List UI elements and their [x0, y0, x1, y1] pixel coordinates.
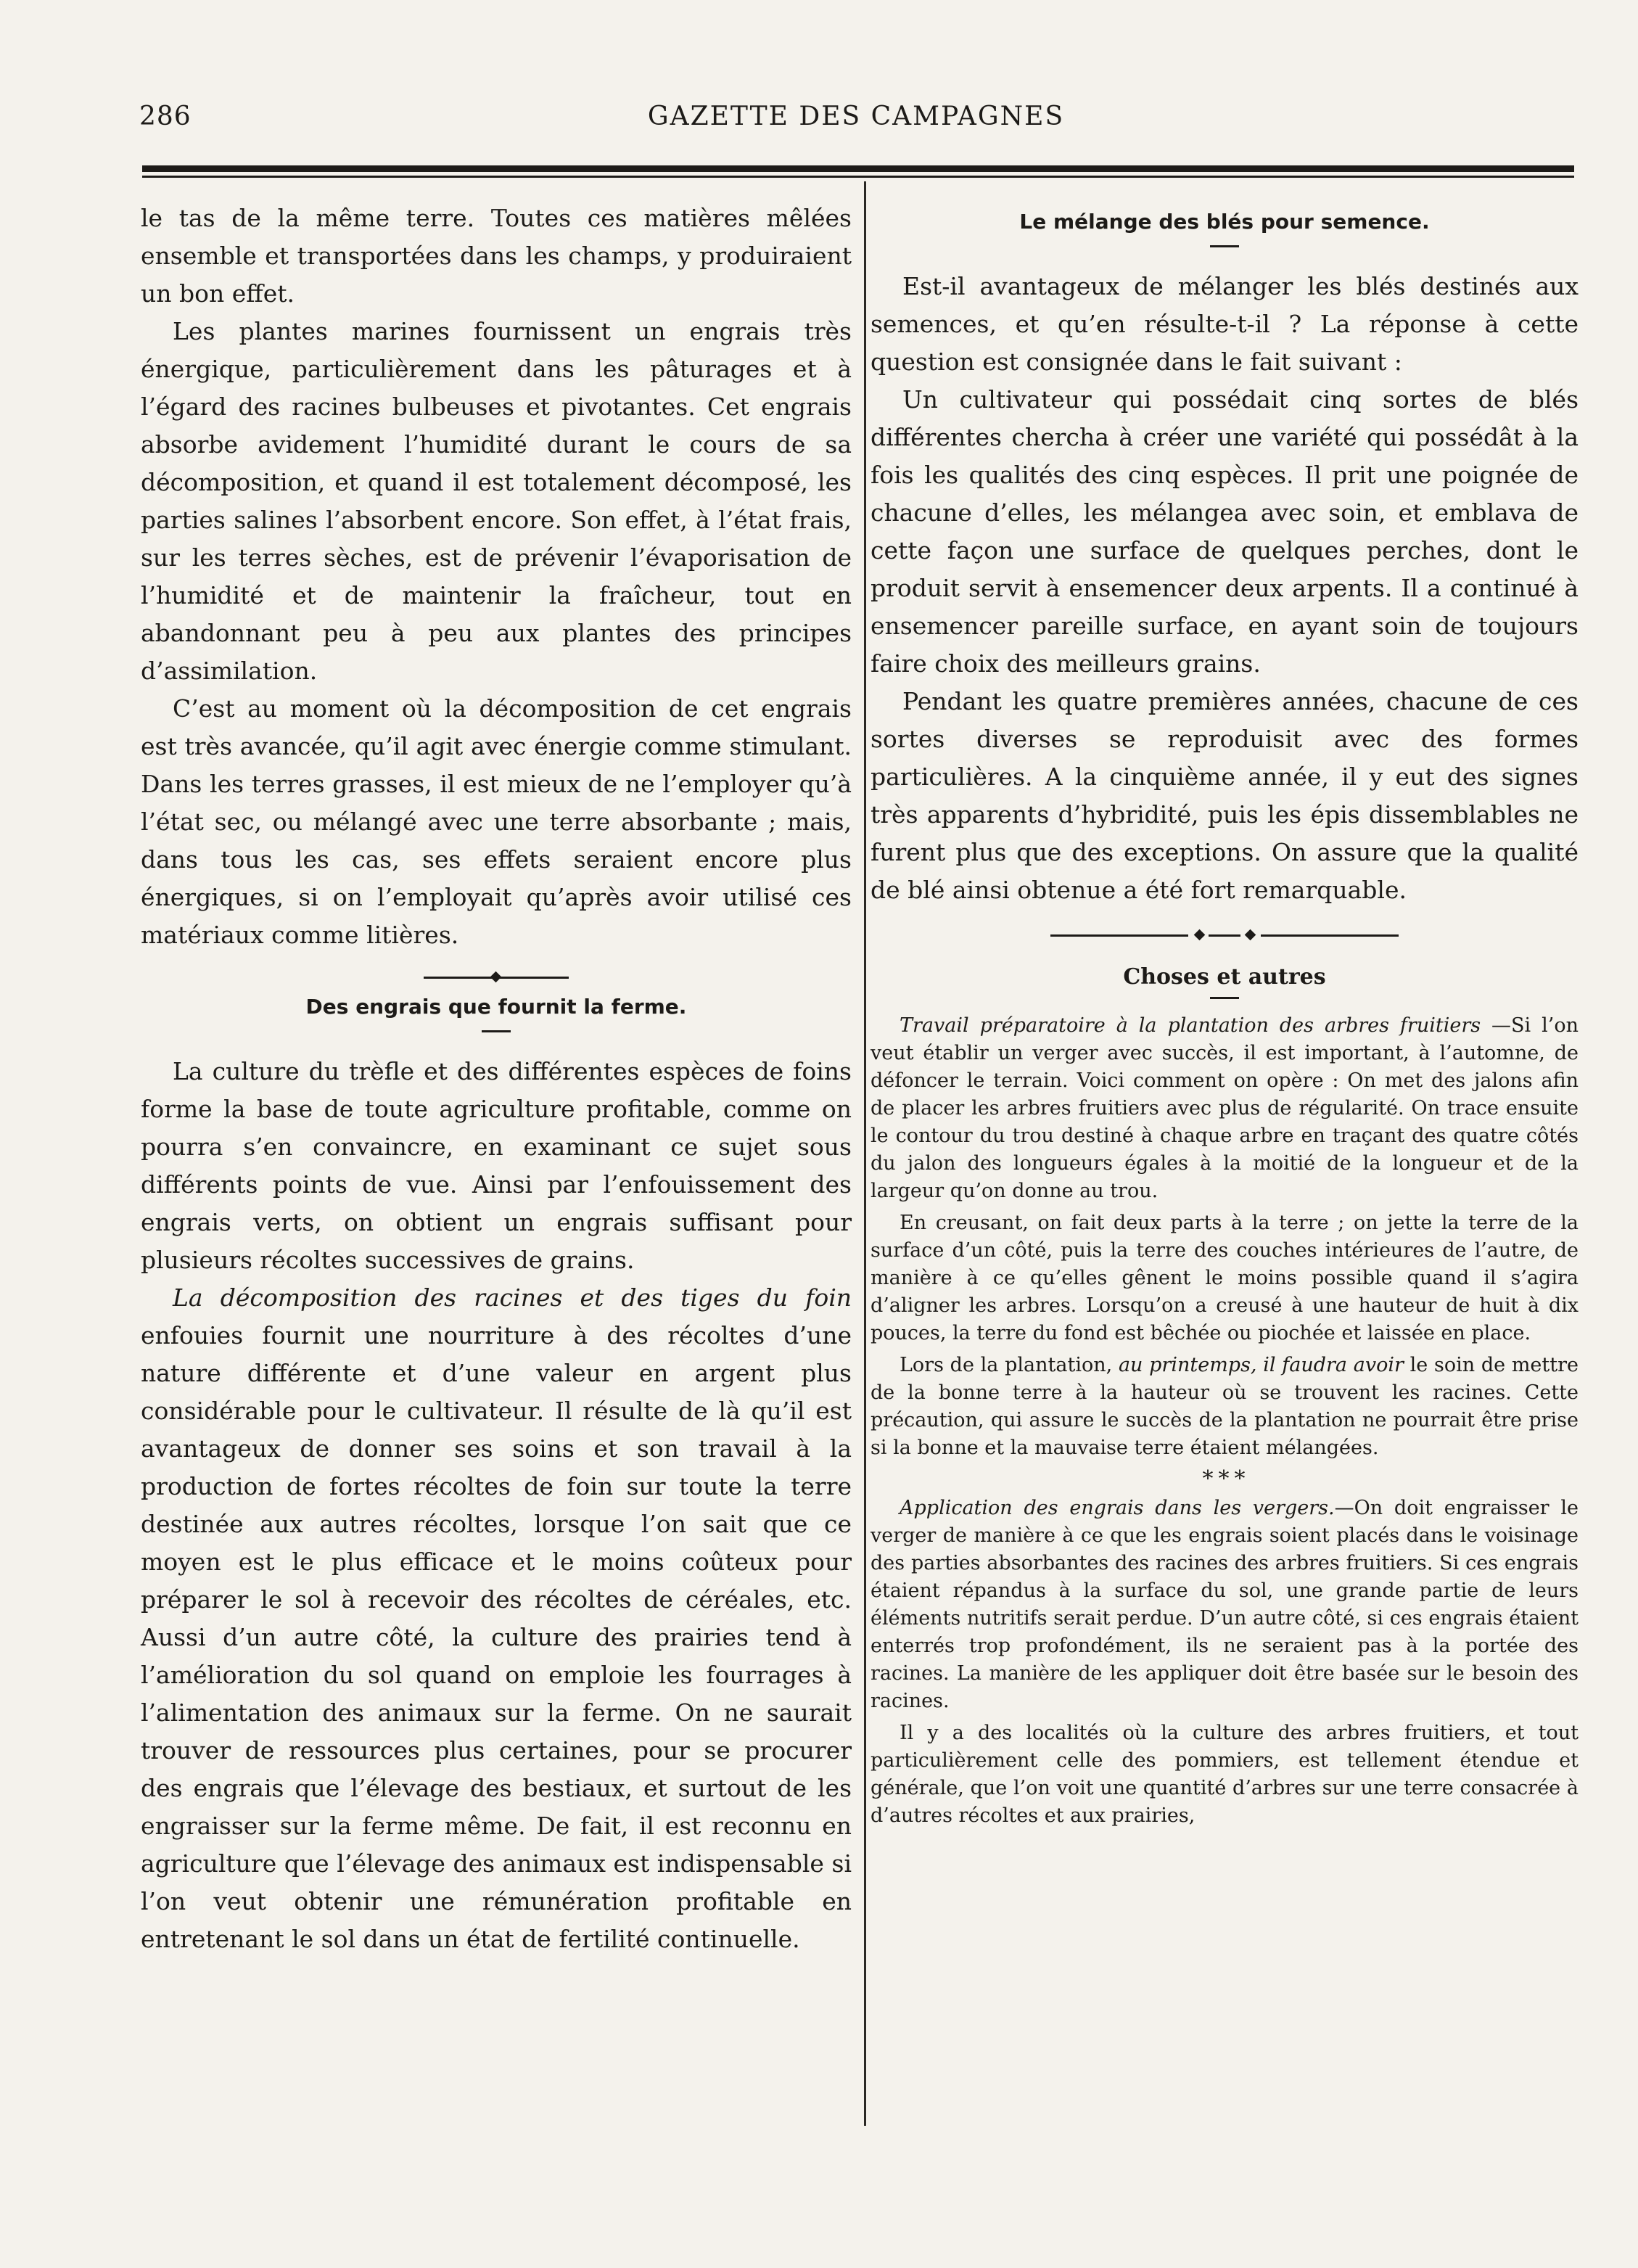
right-paragraph-1: Est-il avantageux de mélanger les blés destinés aux semences, et qu’en résulte-t-il ? La réponse à cette question est consignée dans le fait suivant : [871, 272, 1579, 376]
right-item-1-p3-lead: Lors de la plantation, [900, 1354, 1113, 1376]
right-item-1 [871, 1012, 1579, 1205]
section-dash [1210, 997, 1239, 999]
right-section-ornament [1050, 928, 1399, 942]
left-paragraph-5-italic: La décomposition des racines et des tiges du foin [173, 1283, 852, 1312]
left-column [141, 200, 852, 1958]
right-item-1-p3-text: le soin de mettre de la bonne terre à la hauteur où se trouvent les racines. Cette précaution, qui assure le succès de la plantation ne pourrait être prise si la bonne et la mauvaise terre étaient mélangées. [871, 1354, 1579, 1459]
right-column [871, 200, 1579, 1830]
header-rule-thick [142, 165, 1574, 172]
left-paragraph-5 [141, 1279, 852, 1958]
right-section-title-2: Choses et autres [1123, 964, 1326, 990]
column-divider [864, 181, 866, 2126]
left-section-ornament [424, 970, 569, 985]
ornament-line-right [1261, 934, 1399, 937]
right-paragraph-2: Un cultivateur qui possédait cinq sortes de blés différentes chercha à créer une variété qui possédât à la fois les qualités des cinq espèces. Il prit une poignée de chacune d’elles, les mélangea avec soin, et emblava de cette façon une surface de quelques perches, dont le produit servit à ensemencer deux arpents. Il a continué à ensemencer pareille surface, en ayant soin de toujours faire choix des meilleurs grains. [871, 385, 1579, 678]
running-title: GAZETTE DES CAMPAGNES [647, 102, 1065, 131]
right-item-2-paragraph-2: Il y a des localités où la culture des arbres fruitiers, et tout particulièrement celle des pommiers, est tellement étendue et générale, que l’on voit une quantité d’arbres sur une terre consacrée à d’autres récoltes et aux prairies, [871, 1722, 1579, 1827]
right-section-title-1: Le mélange des blés pour semence. [1019, 210, 1430, 234]
right-paragraph-3: Pendant les quatre premières années, chacune de ces sortes diverses se reproduisit avec des formes particulières. A la cinquième année, il y eut des signes très apparents d’hybridité, puis les épis dissemblables ne furent plus que des exceptions. On assure que la qualité de blé ainsi obtenue a été fort remarquable. [871, 687, 1579, 904]
asterism: * * * [1202, 1466, 1247, 1492]
section-dash [482, 1030, 511, 1032]
right-item-1-paragraph-3 [871, 1352, 1579, 1462]
left-paragraph-3: C’est au moment où la décomposition de cet engrais est très avancée, qu’il agit avec énergie comme stimulant. Dans les terres grasses, il est mieux de ne l’employer qu’à l’état sec, ou mélangé avec une terre absorbante ; mais, dans tous les cas, ses effets seraient encore plus énergiques, si on l’employait qu’après avoir utilisé ces matériaux comme litières. [141, 694, 852, 949]
left-paragraph-2: Les plantes marines fournissent un engrais très énergique, particulièrement dans les pâturages et à l’égard des racines bulbeuses et pivotantes. Cet engrais absorbe avidement l’humidité durant le cours de sa décomposition, et quand il est totalement décomposé, les parties salines l’absorbent encore. Son effet, à l’état frais, sur les terres sèches, est de prévenir l’évaporisation de l’humidité et de maintenir la fraîcheur, tout en abandonnant peu à peu aux plantes des principes d’assimilation. [141, 317, 852, 685]
right-item-1-italic: Travail préparatoire à la plantation des arbres fruitiers [900, 1014, 1481, 1037]
ornament-diamond-right [1245, 929, 1256, 941]
page-number: 286 [139, 102, 192, 131]
right-item-1-text: —Si l’on veut établir un verger avec succès, il est important, à l’automne, de défoncer le terrain. Voici comment on opère : On met des jalons afin de placer les arbres fruitiers avec plus de régularité. On trace ensuite le contour du trou destiné à chaque arbre en traçant des quatre côtés du jalon des longueurs égales à la moitié de la longueur et de la largeur qu’on donne au trou. [871, 1014, 1579, 1202]
ornament-line-center [1209, 934, 1240, 937]
left-paragraph-4: La culture du trèfle et des différentes espèces de foins forme la base de toute agriculture profitable, comme on pourra s’en convaincre, en examinant ce sujet sous différents points de vue. Ainsi par l’enfouissement des engrais verts, on obtient un engrais suffisant pour plusieurs récoltes successives de grains. [141, 1057, 852, 1274]
section-dash [1210, 245, 1239, 247]
left-paragraph-5-text: enfouies fournit une nourriture à des récoltes d’une nature différente et d’une valeur en argent plus considérable pour le cultivateur. Il résulte de là qu’il est avantageux de donner ses soins et son travail à la production de fortes récoltes de foin sur toute la terre destinée aux autres récoltes, lorsque l’on sait que ce moyen est le plus efficace et le moins coûteux pour préparer le sol à recevoir des récoltes de céréales, etc. Aussi d’un autre côté, la culture des prairies tend à l’amélioration du sol quand on emploie les fourrages à l’alimentation des animaux sur la ferme. On ne saurait trouver de ressources plus certaines, pour se procurer des engrais que l’élevage des bestiaux, et surtout de les engraisser sur la ferme même. De fait, il est reconnu en agriculture que l’élevage des animaux est indispensable si l’on veut obtenir une rémunération profitable en entretenant le sol dans un état de fertilité continuelle. [141, 1321, 852, 1953]
right-item-2-italic: Application des engrais dans les vergers. [900, 1497, 1335, 1519]
right-item-2-text: —On doit engraisser le verger de manière à ce que les engrais soient placés dans le voisinage des parties absorbantes des racines des arbres fruitiers. Si ces engrais étaient répandus à la surface du sol, une grande partie de leurs éléments nutritifs serait perdue. D’un autre côté, si ces engrais étaient enterrés trop profondément, ils ne seraient pas à la portée des racines. La manière de les appliquer doit être basée sur le besoin des racines. [871, 1497, 1579, 1712]
ornament-diamond [490, 971, 502, 983]
ornament-diamond-left [1194, 929, 1206, 941]
right-item-1-p3-italic: au printemps, il faudra avoir [1118, 1354, 1404, 1376]
left-paragraph-1: le tas de la même terre. Toutes ces matières mêlées ensemble et transportées dans les champs, y produiraient un bon effet. [141, 204, 852, 308]
right-item-2 [871, 1495, 1579, 1715]
right-item-1-paragraph-2: En creusant, on fait deux parts à la terre ; on jette la terre de la surface d’un côté, puis la terre des couches intérieures de l’autre, de manière à ce qu’elles gênent le moins possible quand il s’agira d’aligner les arbres. Lorsqu’on a creusé à une hauteur de huit à dix pouces, la terre du fond est bêchée ou piochée et laissée en place. [871, 1212, 1579, 1344]
header-rule-thin [142, 176, 1574, 178]
ornament-line-left [1050, 934, 1188, 937]
left-section-title: Des engrais que fournit la ferme. [305, 995, 687, 1019]
